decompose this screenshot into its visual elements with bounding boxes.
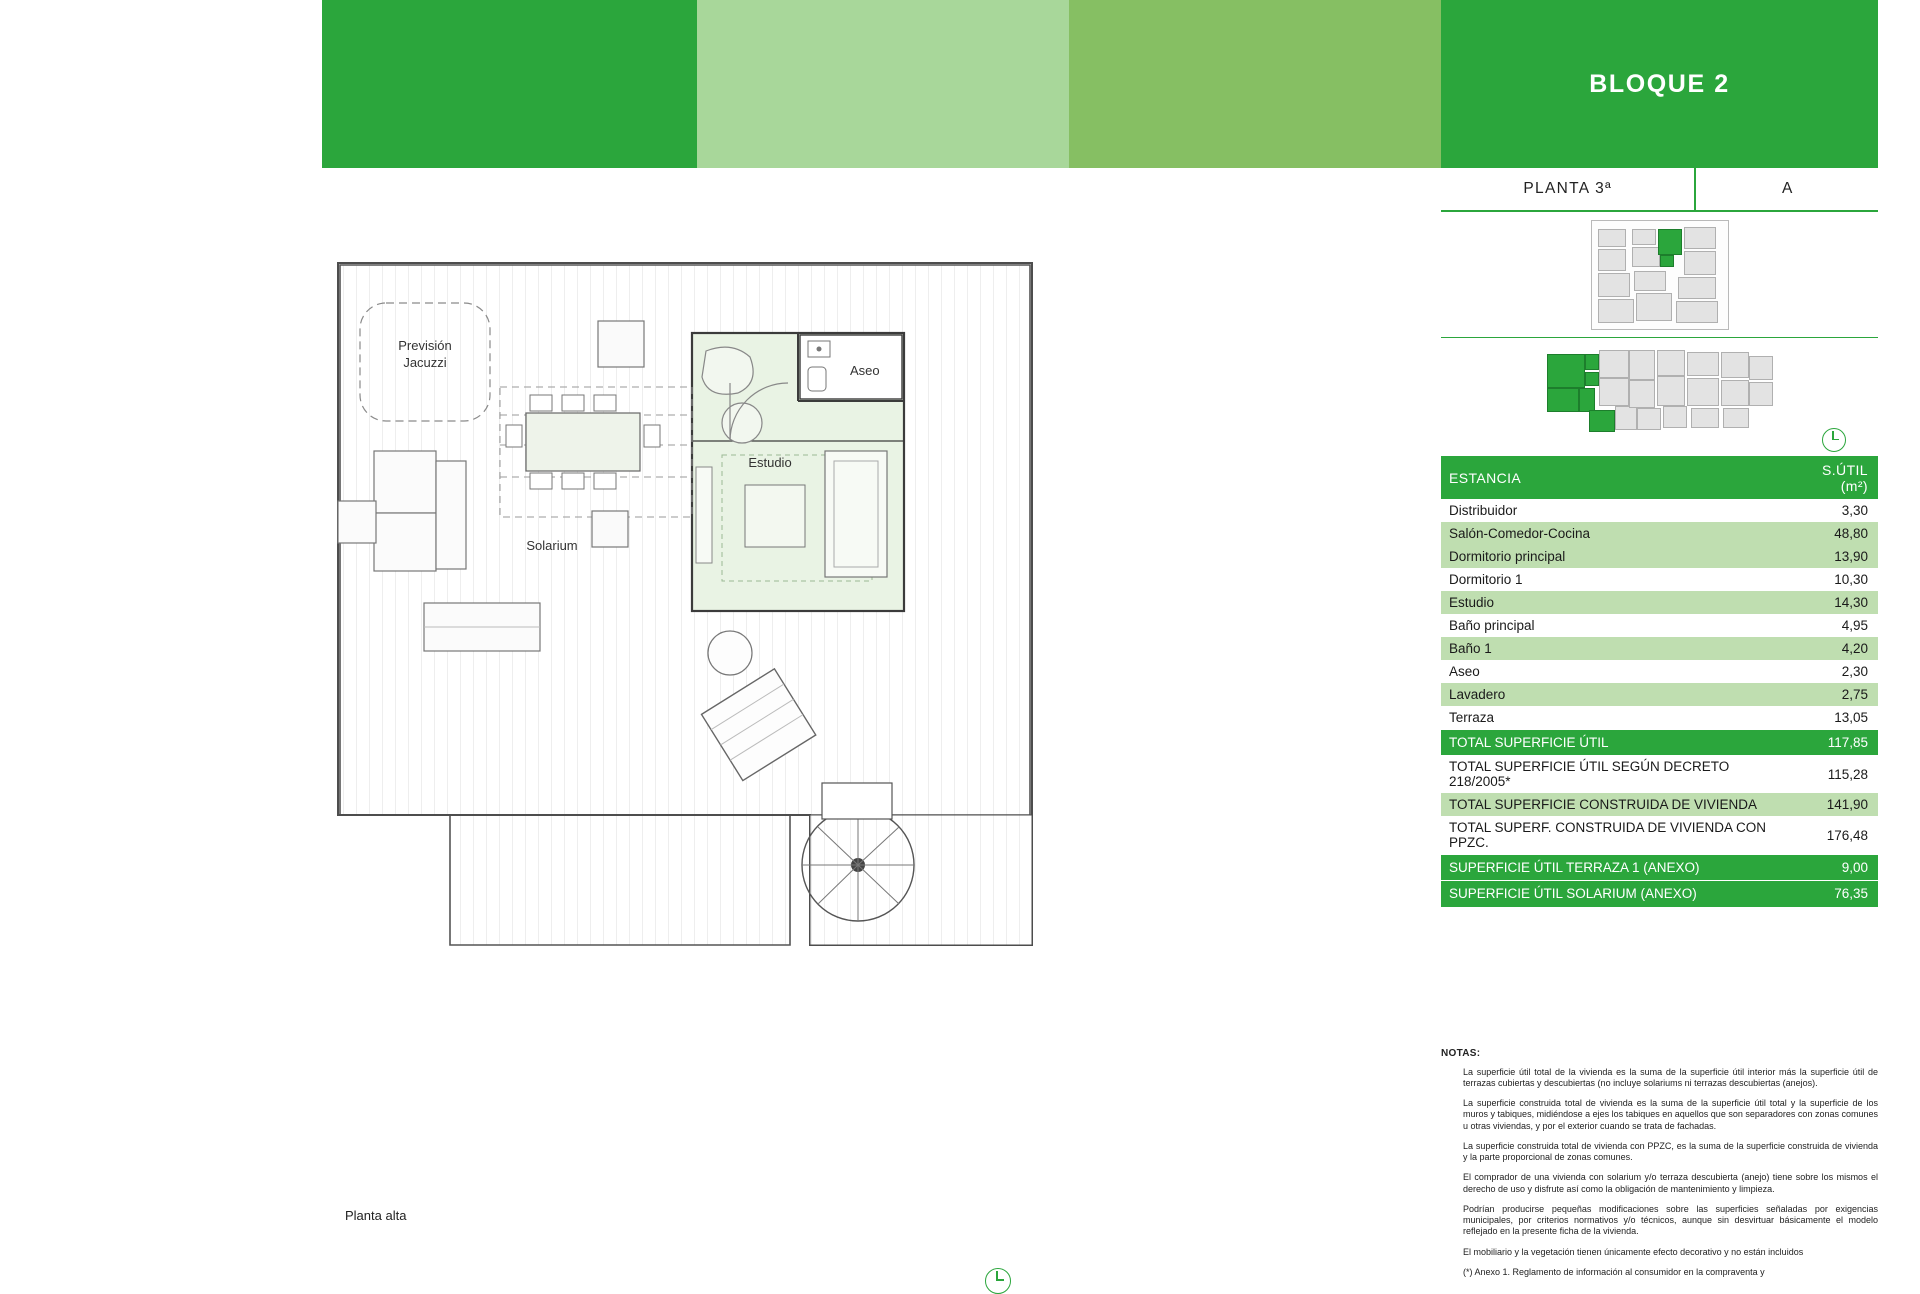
total-value: 176,48 <box>1787 816 1878 855</box>
room-area: 14,30 <box>1787 591 1878 614</box>
table-header-row <box>1441 457 1878 499</box>
col-header-area: S.ÚTIL (m²) <box>1787 457 1878 499</box>
total-value: 141,90 <box>1787 793 1878 816</box>
note-paragraph: El comprador de una vivienda con solarium y/o terraza descubierta (anejo) tiene sobre los mismos el derecho de uso y disfrute así como la obligación de mantenimiento y limpieza. <box>1463 1172 1878 1194</box>
label-jacuzzi-line2: Jacuzzi <box>403 355 447 370</box>
room-name: Baño 1 <box>1441 637 1787 660</box>
table-row <box>1441 499 1878 522</box>
total-row <box>1441 730 1878 756</box>
floor-label: PLANTA 3ª <box>1441 168 1696 210</box>
room-name: Dormitorio principal <box>1441 545 1787 568</box>
unit-label: A <box>1782 180 1793 197</box>
total-row <box>1441 755 1878 793</box>
notes-heading: NOTAS: <box>1441 1048 1481 1059</box>
room-area: 13,90 <box>1787 545 1878 568</box>
label-aseo: Aseo <box>850 363 880 378</box>
room-name: Terraza <box>1441 706 1787 730</box>
block-title: BLOQUE 2 <box>1441 0 1878 168</box>
col-header-room: ESTANCIA <box>1441 457 1787 499</box>
planter <box>592 511 628 547</box>
floor-keyplan <box>1441 338 1878 457</box>
table-row <box>1441 683 1878 706</box>
dining-table <box>526 413 640 471</box>
table-row <box>1441 706 1878 730</box>
note-paragraph: (*) Anexo 1. Reglamento de información al consumidor en la compraventa y <box>1463 1266 1765 1277</box>
room-name: Distribuidor <box>1441 499 1787 522</box>
total-label: TOTAL SUPERFICIE ÚTIL <box>1441 730 1787 756</box>
note-paragraph: Podrían producirse pequeñas modificaciones sobre las superficies señaladas por exigencias municipales, por criterios normativos y/o técnicos, aunque sin desvirtuar básicamente el modelo reflejado en la presente ficha de la vivienda. <box>1463 1203 1878 1237</box>
banner-segment-2 <box>697 0 1069 168</box>
table-row <box>1441 522 1878 545</box>
table-row <box>1441 637 1878 660</box>
floor-keyplan-drawing <box>1545 346 1775 434</box>
compass-icon <box>985 1268 1011 1294</box>
table-row <box>1441 591 1878 614</box>
table-row <box>1441 545 1878 568</box>
total-row <box>1441 881 1878 907</box>
total-label: SUPERFICIE ÚTIL SOLARIUM (ANEXO) <box>1441 881 1787 907</box>
room-area: 4,95 <box>1787 614 1878 637</box>
room-name: Estudio <box>1441 591 1787 614</box>
compass-icon <box>1822 428 1846 452</box>
room-area: 2,30 <box>1787 660 1878 683</box>
label-estudio: Estudio <box>748 455 792 470</box>
note-paragraph: El mobiliario y la vegetación tienen únicamente efecto decorativo y no están incluidos <box>1463 1246 1804 1257</box>
round-table <box>722 403 762 443</box>
surface-table-wrap <box>1441 457 1878 907</box>
room-area: 48,80 <box>1787 522 1878 545</box>
room-area: 13,05 <box>1787 706 1878 730</box>
note-paragraph: La superficie útil total de la vivienda es la suma de la superficie útil interior más la superficie útil de terrazas cubiertas y descubiertas (no incluye solariums ni terrazas descubiertas (anejos). <box>1463 1066 1878 1088</box>
table-row <box>1441 568 1878 591</box>
site-keyplan-drawing <box>1591 220 1729 330</box>
armchair <box>702 347 753 394</box>
room-name: Dormitorio 1 <box>1441 568 1787 591</box>
total-value: 115,28 <box>1787 755 1878 793</box>
room-name: Salón-Comedor-Cocina <box>1441 522 1787 545</box>
room-area: 4,20 <box>1787 637 1878 660</box>
total-row <box>1441 855 1878 881</box>
label-jacuzzi-line1: Previsión <box>398 338 452 353</box>
room-name: Aseo <box>1441 660 1787 683</box>
banner-segment-1 <box>322 0 697 168</box>
room-area: 10,30 <box>1787 568 1878 591</box>
total-value: 9,00 <box>1787 855 1878 881</box>
room-name: Lavadero <box>1441 683 1787 706</box>
plan-caption: Planta alta <box>345 1208 407 1223</box>
floorplan-drawing <box>330 255 1410 1235</box>
total-row <box>1441 816 1878 855</box>
label-solarium: Solarium <box>526 538 578 553</box>
total-label: TOTAL SUPERF. CONSTRUIDA DE VIVIENDA CON PPZC. <box>1441 816 1787 855</box>
room-name: Baño principal <box>1441 614 1787 637</box>
room-area: 3,30 <box>1787 499 1878 522</box>
total-label: SUPERFICIE ÚTIL TERRAZA 1 (ANEXO) <box>1441 855 1787 881</box>
table-row <box>1441 614 1878 637</box>
room-area: 2,75 <box>1787 683 1878 706</box>
surface-table <box>1441 457 1878 906</box>
site-keyplan <box>1441 212 1878 338</box>
note-paragraph: La superficie construida total de vivienda es la suma de la superficie útil total y la superficie de los muros y tabiques, midiéndose a ejes los tabiques en aquellos que son separadores con zonas comunes u otras viviendas, y por el exterior cuando se trata de fachadas. <box>1463 1098 1878 1131</box>
total-label: TOTAL SUPERFICIE CONSTRUIDA DE VIVIENDA <box>1441 793 1787 816</box>
info-panel <box>1441 0 1878 907</box>
planter <box>598 321 644 367</box>
total-row <box>1441 793 1878 816</box>
total-label: TOTAL SUPERFICIE ÚTIL SEGÚN DECRETO 218/2005* <box>1441 755 1787 793</box>
note-paragraph: La superficie construida total de vivienda con PPZC, es la suma de la superficie construida de vivienda y la parte proporcional de zonas comunes. <box>1463 1140 1878 1162</box>
total-value: 117,85 <box>1787 730 1878 756</box>
banner-segment-3 <box>1069 0 1441 168</box>
floor-unit-row <box>1441 168 1878 212</box>
side-table <box>708 631 752 675</box>
notes-section <box>1441 1048 1878 1287</box>
total-value: 76,35 <box>1787 881 1878 907</box>
table-row <box>1441 660 1878 683</box>
